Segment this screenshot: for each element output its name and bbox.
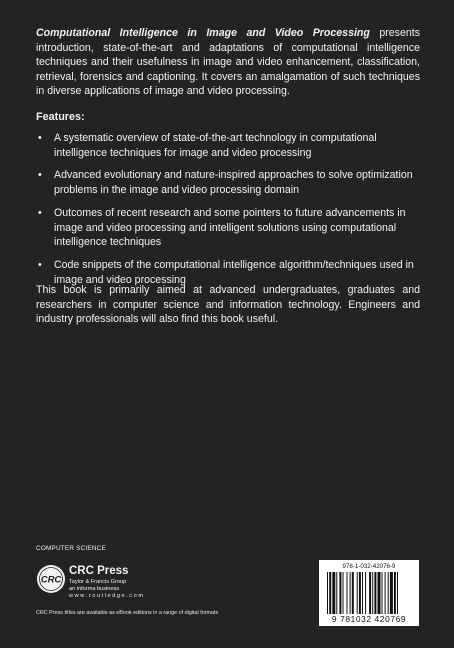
isbn-number: 978-1-032-42076-9 — [342, 563, 396, 570]
intro-text: presents introduction, state-of-the-art and adaptations of computational intelligence techniques and their usefulness in image and video enhancement, classification, retrieval, forensics and captioning. It covers an amalgamation of such techniques in diverse applications of image and video processing. — [36, 27, 420, 98]
bullet-icon: • — [38, 259, 42, 272]
publisher-group: Taylor & Francis Group — [69, 579, 127, 585]
barcode-bar — [359, 572, 361, 614]
publisher-tagline: an informa business — [69, 586, 120, 593]
feature-item — [36, 131, 420, 160]
subject-category: COMPUTER SCIENCE — [36, 545, 106, 552]
publisher-url: w w w . r o u t l e d g e . c o m — [69, 593, 143, 600]
barcode-bar — [388, 572, 389, 614]
ebook-footnote: CRC Press titles are available as eBook editions in a range of digital formats — [36, 610, 219, 616]
barcode-bar — [352, 572, 354, 614]
publisher-subtitle — [69, 579, 143, 601]
features-heading: Features: — [36, 111, 85, 123]
feature-text: Outcomes of recent research and some pointers to future advancements in image and video processing and intelligent solutions using computational intelligence techniques — [54, 206, 406, 249]
bullet-icon: • — [38, 132, 42, 144]
barcode-bar — [378, 572, 381, 614]
feature-text: A systematic overview of state-of-the-art technology in computational intelligence techniques for image and video processing — [54, 132, 377, 159]
barcode-bar — [362, 572, 363, 614]
barcode-digits: 9 781032 420769 — [331, 614, 407, 624]
barcode-bar — [347, 572, 348, 614]
logo-text: CRC — [40, 574, 62, 586]
barcode-bar — [357, 572, 358, 614]
feature-item — [36, 206, 420, 250]
bullet-icon: • — [38, 206, 42, 219]
crc-logo-icon — [36, 564, 66, 594]
barcode-bar — [385, 572, 386, 614]
isbn-barcode — [319, 560, 419, 626]
bullet-icon: • — [38, 169, 42, 182]
barcode-bar — [394, 572, 396, 614]
barcode-bar — [397, 572, 398, 614]
barcode-bar — [339, 572, 341, 614]
feature-text: Advanced evolutionary and nature-inspired approaches to solve optimization problems in the image and video processing domain — [54, 169, 413, 197]
barcode-icon — [327, 572, 411, 614]
barcode-bar — [374, 572, 376, 614]
closing-paragraph: This book is primarily aimed at advanced undergraduates, graduates and researchers in computer science and information technology. Engineers and industry professionals will also find this book useful. — [36, 284, 420, 326]
publisher-name: CRC Press — [69, 565, 129, 577]
barcode-bar — [350, 572, 351, 614]
barcode-bar — [390, 572, 393, 614]
barcode-bar — [365, 572, 366, 614]
intro-paragraph — [36, 26, 420, 99]
feature-item — [36, 168, 420, 197]
barcode-bar — [336, 572, 337, 614]
barcode-bar — [332, 572, 335, 614]
features-list — [36, 131, 420, 296]
barcode-bar — [329, 572, 331, 614]
barcode-bar — [343, 572, 344, 614]
barcode-bar — [382, 572, 383, 614]
book-title-italic: Computational Intelligence in Image and Video Processing — [36, 27, 370, 39]
feature-text: Code snippets of the computational intelligence algorithm/techniques used in image and video processing — [54, 259, 414, 286]
barcode-bar — [372, 572, 373, 614]
barcode-bar — [369, 572, 371, 614]
barcode-bar — [327, 572, 328, 614]
publisher-logo — [36, 564, 156, 598]
